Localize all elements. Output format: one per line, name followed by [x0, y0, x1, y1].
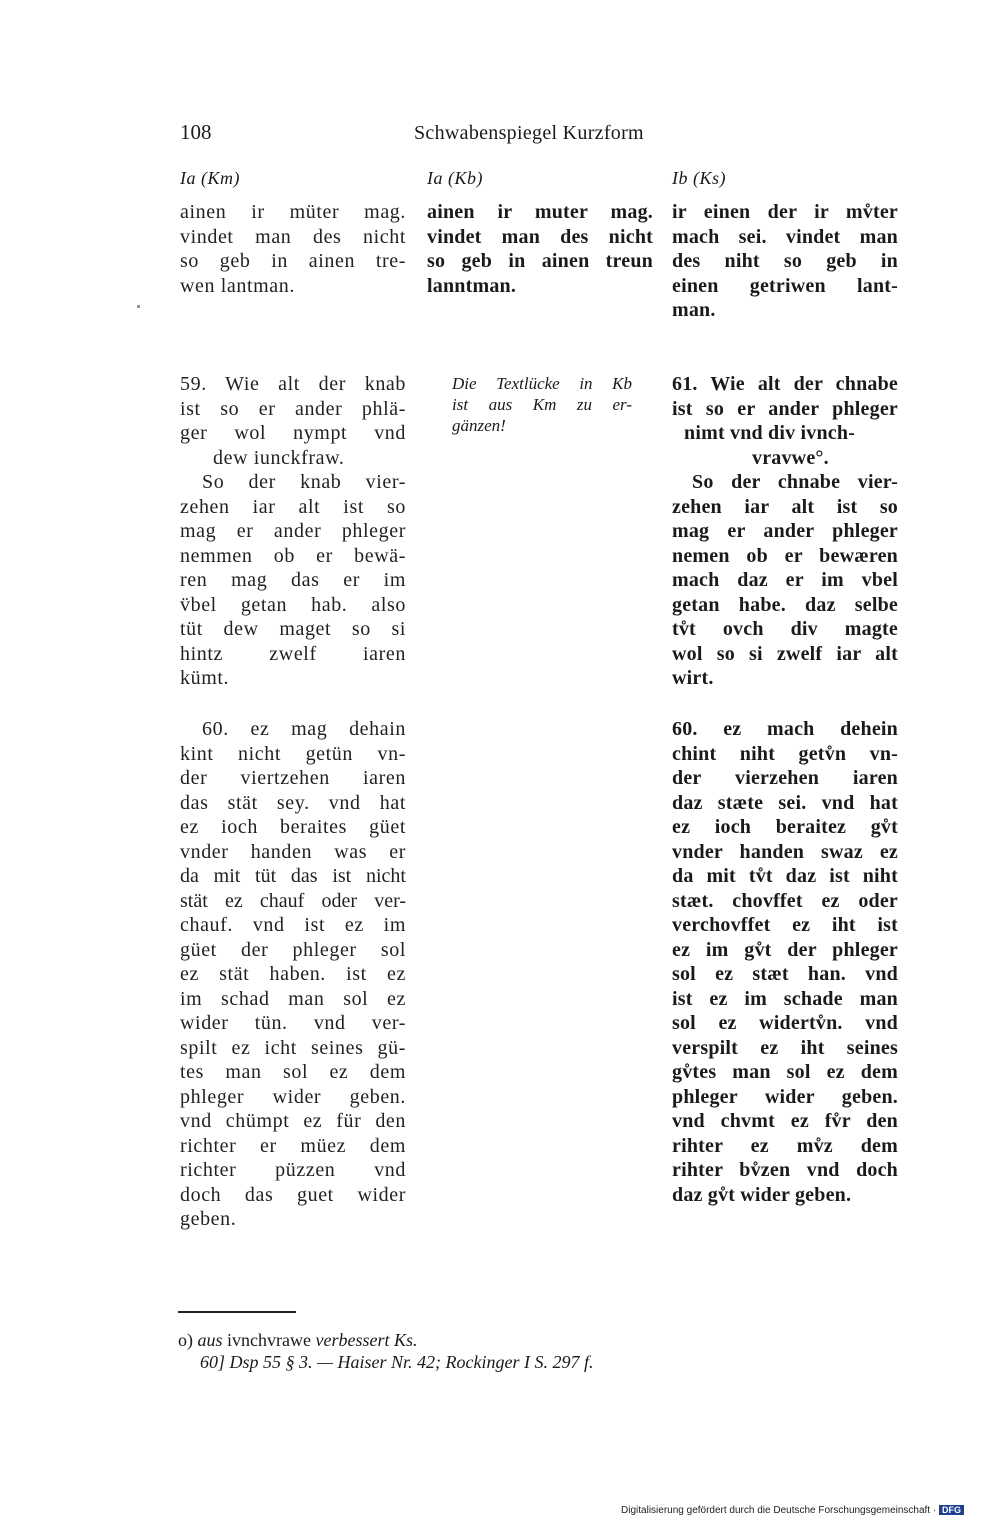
- footnote-text: verbessert Ks.: [315, 1330, 418, 1350]
- text-line: ez stät haben. ist ez: [180, 963, 406, 985]
- text-line: wen lantman.: [180, 274, 295, 297]
- text-line: daz stæte sei. vnd hat: [672, 791, 898, 814]
- text-line: spilt ez icht seines gü-: [180, 1036, 406, 1059]
- text-line: tv̊t ovch div magte: [672, 618, 898, 640]
- text-line: chauf. vnd ist ez im: [180, 914, 406, 936]
- dfg-logo: DFG: [939, 1505, 964, 1515]
- text-line: ist so er ander phleger: [672, 397, 898, 420]
- text-line: ez im gv̊t der phleger: [672, 938, 898, 961]
- text-line: zehen iar alt ist so: [672, 495, 898, 518]
- text-line: so geb in ainen tre-: [180, 250, 406, 272]
- text-line: nemen ob er bewæren: [672, 544, 898, 567]
- text-line: güet der phleger sol: [180, 938, 406, 961]
- text-line: getan habe. daz selbe: [672, 593, 898, 616]
- column-heading-ia-km: Ia (Km): [180, 168, 240, 188]
- running-title: Schwabenspiegel Kurzform: [414, 122, 644, 144]
- text-line: vindet man des nicht: [180, 225, 406, 248]
- text-line: ez ioch beraitez gv̊t: [672, 816, 898, 838]
- footnote-marker: o): [178, 1330, 193, 1350]
- column-heading-ib-ks: Ib (Ks): [672, 168, 726, 188]
- text-line: vnder handen swaz ez: [672, 840, 898, 863]
- page-number: 108: [180, 120, 212, 144]
- text-line: mach daz er im vbel: [672, 569, 898, 591]
- text-line: gv̊tes man sol ez dem: [672, 1061, 898, 1083]
- ks-block-1: [672, 200, 898, 323]
- text-line: dew iunckfraw.: [213, 446, 345, 469]
- text-line: So der chnabe vier-: [692, 471, 898, 493]
- text-line: zehen iar alt ist so: [180, 495, 406, 518]
- text-line: ainen ir muter mag.: [427, 201, 653, 223]
- kb-block-1: [427, 200, 653, 298]
- text-line: so geb in ainen treun: [427, 250, 653, 272]
- text-line: tes man sol ez dem: [180, 1061, 406, 1083]
- text-line: stät ez chauf oder ver-: [180, 889, 406, 912]
- km-block-1: [180, 200, 406, 298]
- text-line: mach sei. vindet man: [672, 225, 898, 248]
- text-line: 59. Wie alt der knab: [180, 373, 406, 395]
- text-line: der vierzehen iaren: [672, 767, 898, 789]
- text-line: mag er ander phleger: [672, 520, 898, 542]
- text-line: phleger wider geben.: [672, 1085, 898, 1108]
- text-line: wol so si zwelf iar alt: [672, 642, 898, 665]
- ks-block-60: [672, 717, 898, 1207]
- text-line: gänzen!: [452, 416, 506, 435]
- text-line: ainen ir müter mag.: [180, 201, 406, 223]
- text-line: wider tün. vnd ver-: [180, 1012, 406, 1034]
- text-line: v̈bel getan hab. also: [180, 593, 406, 616]
- text-line: da mit tv̊t daz ist niht: [672, 865, 898, 887]
- text-line: nimt vnd div ivnch-: [684, 422, 856, 444]
- text-line: das stät sey. vnd hat: [180, 791, 406, 814]
- text-line: wirt.: [672, 667, 714, 689]
- text-line: 60. ez mag dehain: [202, 718, 406, 740]
- text-line: hintz zwelf iaren: [180, 642, 406, 665]
- text-line: der viertzehen iaren: [180, 767, 406, 789]
- text-line: verspilt ez iht seines: [672, 1036, 898, 1059]
- text-line: man.: [672, 299, 716, 321]
- footnote-60: [200, 1352, 594, 1373]
- text-line: kint nicht getün vn-: [180, 742, 406, 765]
- footnote-text: aus: [197, 1330, 223, 1350]
- text-line: richter püzzen vnd: [180, 1159, 406, 1181]
- text-line: lanntman.: [427, 274, 517, 297]
- text-line: ez ioch beraites güet: [180, 816, 406, 838]
- text-line: richter er müez dem: [180, 1134, 406, 1157]
- text-line: sol ez widertv̊n. vnd: [672, 1012, 898, 1034]
- text-line: vnd chümpt ez für den: [180, 1110, 406, 1132]
- text-line: rihter ez mv̊z dem: [672, 1134, 898, 1157]
- text-line: chint niht getv̊n vn-: [672, 742, 898, 765]
- text-line: des niht so geb in: [672, 250, 898, 272]
- km-block-60: [180, 717, 406, 1232]
- text-line: vnd chvmt ez fv̊r den: [672, 1110, 898, 1132]
- text-line: da mit tüt das ist nicht: [180, 865, 406, 887]
- ks-block-61: [672, 372, 898, 691]
- text-line: stæt. chovffet ez oder: [672, 889, 898, 912]
- text-line: vravwe°.: [752, 446, 829, 469]
- text-line: kümt.: [180, 667, 230, 689]
- text-line: 61. Wie alt der chnabe: [672, 373, 898, 395]
- lacuna-note: [452, 373, 632, 436]
- text-line: ir einen der ir mv̊ter: [672, 201, 898, 223]
- scan-speck: [137, 305, 140, 308]
- text-line: ist so er ander phlä-: [180, 397, 406, 420]
- text-line: phleger wider geben.: [180, 1085, 406, 1108]
- text-line: einen getriwen lant-: [672, 274, 898, 297]
- text-line: verchovffet ez iht ist: [672, 914, 898, 936]
- text-line: ren mag das er im: [180, 569, 406, 591]
- dfg-credit-text: Digitalisierung gefördert durch die Deutsche Forschungsgemeinschaft ·: [621, 1505, 937, 1516]
- text-line: 60. ez mach dehein: [672, 718, 898, 740]
- text-line: doch das guet wider: [180, 1183, 406, 1206]
- text-line: ger wol nympt vnd: [180, 422, 406, 444]
- text-line: rihter bv̊zen vnd doch: [672, 1159, 898, 1181]
- footnote-rule: [178, 1311, 296, 1313]
- text-line: mag er ander phleger: [180, 520, 406, 542]
- text-line: nemmen ob er bewä-: [180, 544, 406, 567]
- text-line: Die Textlücke in Kb: [452, 374, 632, 393]
- km-block-59: [180, 372, 406, 691]
- footnote-o: [178, 1330, 417, 1351]
- text-line: daz gv̊t wider geben.: [672, 1183, 852, 1206]
- text-line: ist aus Km zu er-: [452, 395, 632, 414]
- text-line: So der knab vier-: [202, 471, 406, 493]
- text-line: geben.: [180, 1208, 237, 1230]
- text-line: sol ez stæt han. vnd: [672, 963, 898, 985]
- text-line: vindet man des nicht: [427, 225, 653, 248]
- footnote-text: 60] Dsp 55 § 3. — Haiser Nr. 42; Rockinger I S. 297 f.: [200, 1352, 594, 1372]
- text-line: im schad man sol ez: [180, 987, 406, 1010]
- column-heading-ia-kb: Ia (Kb): [427, 168, 483, 188]
- text-line: vnder handen was er: [180, 840, 406, 863]
- dfg-credit: [621, 1505, 964, 1516]
- footnote-text: ivnchvrawe: [227, 1330, 311, 1350]
- text-line: tüt dew maget so si: [180, 618, 406, 640]
- text-line: ist ez im schade man: [672, 987, 898, 1010]
